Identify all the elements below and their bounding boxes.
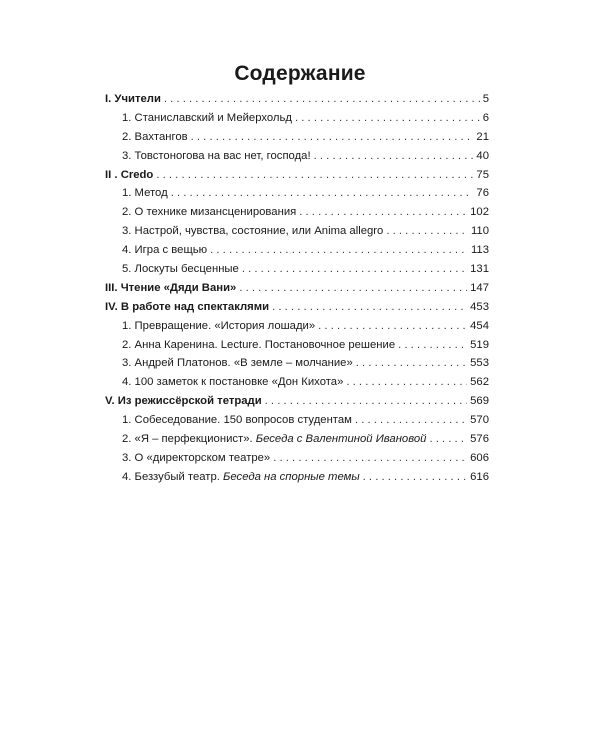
toc-entry-text: 5. Лоскуты бесценные bbox=[122, 263, 239, 276]
toc-section-entry[interactable] bbox=[105, 90, 489, 109]
toc-subentry[interactable] bbox=[105, 336, 489, 355]
toc-page-number: 102 bbox=[470, 206, 489, 219]
toc-entry-label bbox=[122, 430, 426, 449]
dot-leader bbox=[210, 241, 468, 260]
toc-entry-label bbox=[122, 411, 352, 430]
toc-subentry[interactable] bbox=[105, 184, 489, 203]
toc-subentry[interactable] bbox=[105, 411, 489, 430]
toc-entry-text: 2. Вахтангов bbox=[122, 130, 188, 143]
toc-page-number: 131 bbox=[470, 263, 489, 276]
dot-leader bbox=[272, 298, 467, 317]
toc-entry-label bbox=[122, 354, 353, 373]
toc-section-entry[interactable] bbox=[105, 392, 489, 411]
toc-entry-italic-text: Беседа на спорные темы bbox=[223, 470, 360, 483]
dot-leader bbox=[191, 128, 474, 147]
dot-leader bbox=[273, 449, 467, 468]
toc-page-number: 21 bbox=[476, 130, 489, 143]
toc-entry-label bbox=[105, 279, 236, 298]
toc-entry-label bbox=[105, 166, 153, 185]
toc-entry-text: 3. О «директорском театре» bbox=[122, 451, 271, 464]
toc-entry-label bbox=[122, 449, 270, 468]
toc-page-number: 553 bbox=[470, 357, 489, 370]
toc-entry-text: 2. Анна Каренина. Lecture. Постановочное решение bbox=[122, 338, 396, 351]
toc-page-number: 453 bbox=[470, 300, 489, 313]
toc-entry-label bbox=[122, 203, 296, 222]
dot-leader bbox=[429, 430, 467, 449]
toc-entry-label bbox=[122, 260, 239, 279]
toc-entry-text: 4. 100 заметок к постановке «Дон Кихота» bbox=[122, 376, 344, 389]
toc-page-number: 454 bbox=[470, 319, 489, 332]
toc-entry-label bbox=[105, 90, 161, 109]
toc-page-number: 75 bbox=[476, 168, 489, 181]
toc-entry-text: 1. Метод bbox=[122, 187, 168, 200]
dot-leader bbox=[239, 279, 467, 298]
toc-entry-text: 1. Превращение. «История лошади» bbox=[122, 319, 316, 332]
toc-entry-text: 1. Станиславский и Мейерхольд bbox=[122, 111, 292, 124]
toc-entry-label bbox=[122, 222, 383, 241]
toc-title: Содержание bbox=[234, 62, 366, 85]
toc-entry-label bbox=[122, 317, 315, 336]
toc-entry-text: 4. Беззубый театр. bbox=[122, 470, 220, 483]
toc-entry-text: 3. Товстоногова на вас нет, господа! bbox=[122, 149, 311, 162]
toc-page-number: 6 bbox=[482, 111, 489, 124]
toc-entry-label bbox=[105, 298, 269, 317]
dot-leader bbox=[363, 468, 467, 487]
toc-page-number: 606 bbox=[470, 451, 489, 464]
dot-leader bbox=[355, 411, 467, 430]
dot-leader bbox=[299, 203, 467, 222]
toc-entry-label bbox=[122, 336, 395, 355]
toc-entry-text: I. Учители bbox=[105, 93, 161, 105]
dot-leader bbox=[398, 336, 467, 355]
toc-subentry[interactable] bbox=[105, 260, 489, 279]
dot-leader bbox=[346, 373, 467, 392]
toc-page-number: 519 bbox=[470, 338, 489, 351]
toc-section-entry[interactable] bbox=[105, 166, 489, 185]
table-of-contents bbox=[105, 90, 489, 487]
toc-entry-text: IV. В работе над спектаклями bbox=[105, 300, 270, 313]
toc-subentry[interactable] bbox=[105, 147, 489, 166]
toc-page-number: 562 bbox=[470, 376, 489, 389]
dot-leader bbox=[156, 166, 473, 185]
dot-leader bbox=[314, 147, 474, 166]
toc-subentry[interactable] bbox=[105, 317, 489, 336]
toc-entry-label bbox=[122, 468, 360, 487]
dot-leader bbox=[386, 222, 468, 241]
toc-subentry[interactable] bbox=[105, 354, 489, 373]
toc-page-number: 40 bbox=[476, 149, 489, 162]
dot-leader bbox=[318, 317, 467, 336]
toc-page-number: 616 bbox=[470, 470, 489, 483]
toc-page-number: 576 bbox=[470, 433, 489, 446]
toc-subentry[interactable] bbox=[105, 128, 489, 147]
dot-leader bbox=[171, 184, 474, 203]
toc-page-number: 76 bbox=[476, 187, 489, 200]
toc-entry-text: 1. Собеседование. 150 вопросов студентам bbox=[122, 414, 352, 427]
toc-entry-text: 2. «Я – перфекционист». bbox=[122, 433, 253, 446]
toc-entry-label bbox=[122, 241, 207, 260]
dot-leader bbox=[164, 90, 480, 109]
toc-page-number: 570 bbox=[470, 414, 489, 427]
toc-entry-label bbox=[122, 147, 311, 166]
toc-entry-label bbox=[122, 128, 188, 147]
toc-subentry[interactable] bbox=[105, 241, 489, 260]
toc-subentry[interactable] bbox=[105, 373, 489, 392]
toc-section-entry[interactable] bbox=[105, 298, 489, 317]
dot-leader bbox=[242, 260, 467, 279]
toc-entry-text: 3. Настрой, чувства, состояние, или Anima allegro bbox=[122, 225, 384, 238]
dot-leader bbox=[265, 392, 467, 411]
toc-page-number: 5 bbox=[482, 93, 489, 105]
toc-entry-text: 2. О технике мизансценирования bbox=[122, 206, 297, 219]
toc-subentry[interactable] bbox=[105, 430, 489, 449]
toc-entry-text: 3. Андрей Платонов. «В земле – молчание» bbox=[122, 357, 353, 370]
toc-page-number: 113 bbox=[470, 244, 489, 257]
toc-subentry[interactable] bbox=[105, 468, 489, 487]
toc-subentry[interactable] bbox=[105, 222, 489, 241]
dot-leader bbox=[295, 109, 480, 128]
toc-subentry[interactable] bbox=[105, 449, 489, 468]
toc-subentry[interactable] bbox=[105, 203, 489, 222]
toc-entry-label bbox=[105, 392, 262, 411]
toc-subentry[interactable] bbox=[105, 109, 489, 128]
toc-page-number: 569 bbox=[470, 395, 489, 408]
toc-page-number: 110 bbox=[470, 225, 489, 238]
toc-entry-text: III. Чтение «Дяди Вани» bbox=[105, 281, 237, 294]
toc-entry-label bbox=[122, 109, 292, 128]
toc-page-number: 147 bbox=[470, 281, 489, 294]
toc-entry-text: V. Из режиссёрской тетради bbox=[105, 395, 262, 408]
toc-entry-text: 4. Игра с вещью bbox=[122, 244, 208, 257]
toc-entry-text: II . Credo bbox=[105, 168, 154, 181]
dot-leader bbox=[356, 354, 467, 373]
toc-entry-label bbox=[122, 184, 168, 203]
toc-entry-label bbox=[122, 373, 343, 392]
toc-entry-italic-text: Беседа с Валентиной Ивановой bbox=[255, 433, 427, 446]
toc-section-entry[interactable] bbox=[105, 279, 489, 298]
